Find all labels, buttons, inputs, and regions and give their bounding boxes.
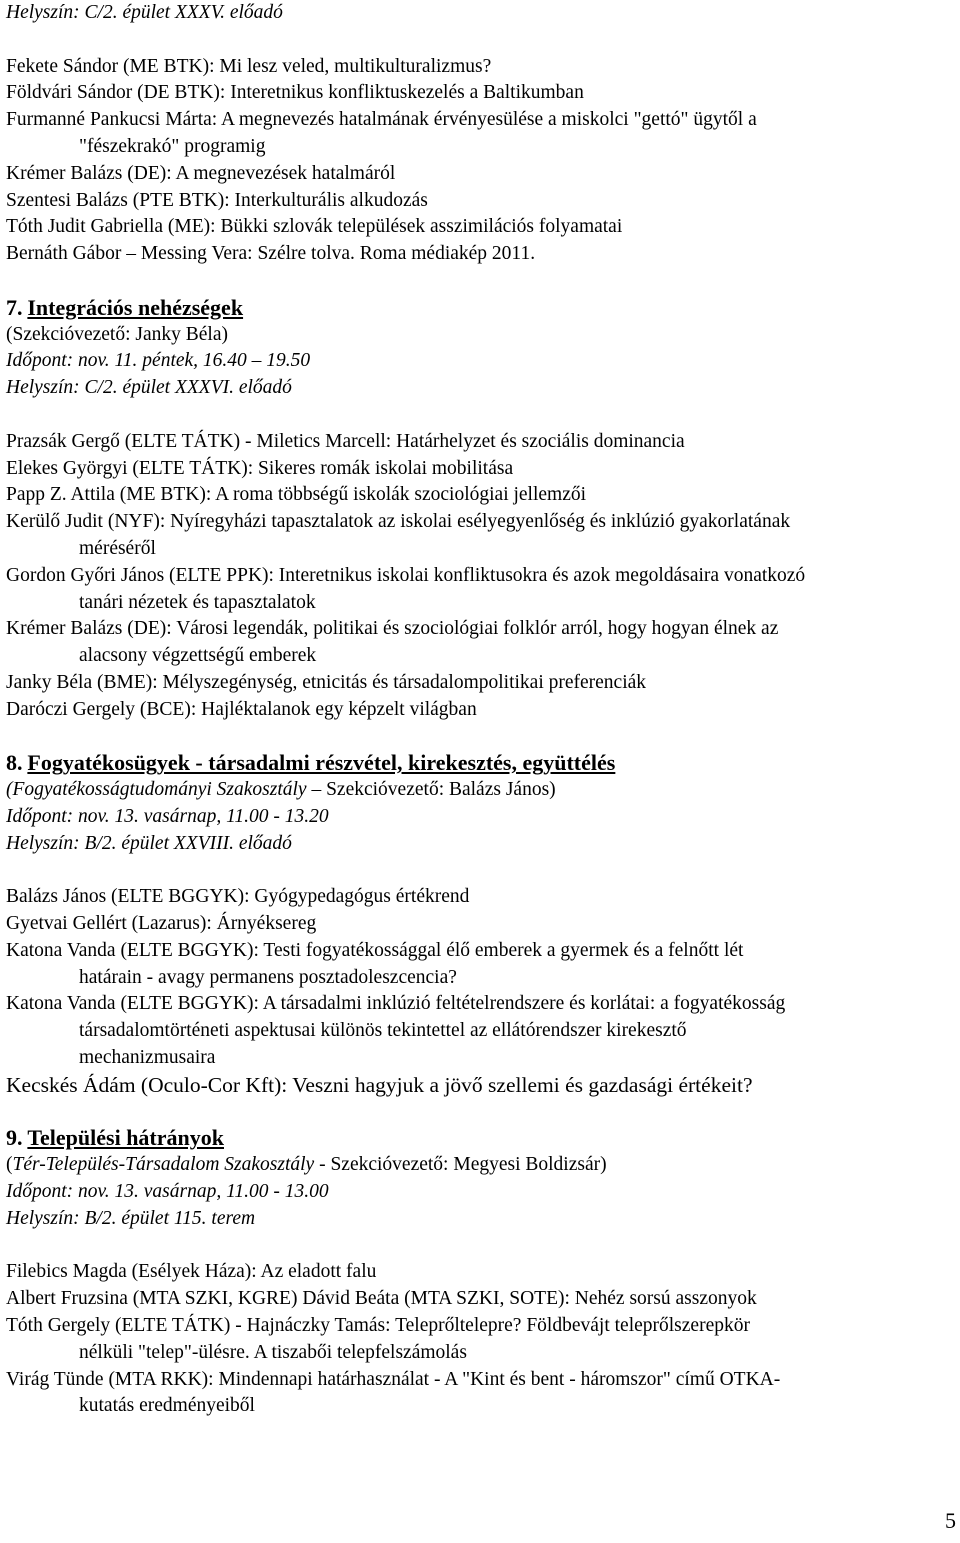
talk-item: Krémer Balázs (DE): A megnevezések hatalmáról <box>6 162 396 184</box>
section-chair: (Tér-Település-Társadalom Szakosztály - Szekcióvezető: Megyesi Boldizsár) <box>6 1154 607 1176</box>
section-location: Helyszín: B/2. épület 115. terem <box>6 1207 256 1229</box>
talk-item: Földvári Sándor (DE BTK): Interetnikus konfliktuskezelés a Baltikumban <box>6 82 584 104</box>
section-number: 9. <box>6 1125 23 1151</box>
section-title: Települési hátrányok <box>27 1125 224 1151</box>
talk-item: Virág Tünde (MTA RKK): Mindennapi határhasználat - A "Kint és bent - háromszor" című OTKA- <box>6 1368 781 1390</box>
talk-item: Gyetvai Gellért (Lazarus): Árnyéksereg <box>6 913 317 935</box>
talk-item: Papp Z. Attila (ME BTK): A roma többségű iskolák szociológiai jellemzői <box>6 484 587 506</box>
section-chair: (Szekcióvezető: Janky Béla) <box>6 323 228 345</box>
section-time: Időpont: nov. 13. vasárnap, 11.00 - 13.20 <box>6 805 329 827</box>
section-time: Időpont: nov. 11. péntek, 16.40 – 19.50 <box>6 350 311 372</box>
talk-item-continuation: társadalomtörténeti aspektusai különös tekintettel az ellátórendszer kirekesztő <box>79 1020 687 1042</box>
talk-item-continuation: mechanizmusaira <box>79 1047 216 1069</box>
talk-item: Kerülő Judit (NYF): Nyíregyházi tapasztalatok az iskolai esélyegyenlőség és inklúzió gyakorlatának <box>6 511 791 533</box>
section-location: Helyszín: C/2. épület XXXVI. előadó <box>6 377 292 399</box>
section-location: Helyszín: B/2. épület XXVIII. előadó <box>6 832 292 854</box>
talk-item-continuation: alacsony végzettségű emberek <box>79 645 317 667</box>
talk-item: Katona Vanda (ELTE BGGYK): Testi fogyatékossággal élő emberek a gyermek és a felnőtt lét <box>6 939 744 961</box>
talk-item-continuation: méréséről <box>79 537 156 559</box>
talk-item: Balázs János (ELTE BGGYK): Gyógypedagógus értékrend <box>6 886 470 908</box>
talk-item-continuation: tanári nézetek és tapasztalatok <box>79 591 316 613</box>
talk-item: Albert Fruzsina (MTA SZKI, KGRE) Dávid Beáta (MTA SZKI, SOTE): Nehéz sorsú asszonyok <box>6 1288 757 1310</box>
section-time: Időpont: nov. 13. vasárnap, 11.00 - 13.00 <box>6 1181 329 1203</box>
section-chair: (Fogyatékosságtudományi Szakosztály – Szekcióvezető: Balázs János) <box>6 779 556 801</box>
section-location: Helyszín: C/2. épület XXXV. előadó <box>6 2 283 23</box>
talk-item: Bernáth Gábor – Messing Vera: Szélre tolva. Roma médiakép 2011. <box>6 243 536 265</box>
section-number: 7. <box>6 294 23 320</box>
talk-item: Szentesi Balázs (PTE BTK): Interkulturális alkudozás <box>6 189 428 211</box>
talk-item-continuation: nélküli "telep"-ülésre. A tiszabői telepfelszámolás <box>79 1341 467 1363</box>
talk-item: Tóth Judit Gabriella (ME): Bükki szlovák települések asszimilációs folyamatai <box>6 216 623 238</box>
talk-item: Krémer Balázs (DE): Városi legendák, politikai és szociológiai folklór arról, hogy hogyan élnek az <box>6 618 779 640</box>
talk-item-continuation: határain - avagy permanens posztadoleszcencia? <box>79 966 457 988</box>
talk-item: Filebics Magda (Esélyek Háza): Az eladott falu <box>6 1261 377 1283</box>
section-heading <box>6 1125 956 1152</box>
talk-item: Gordon Győri János (ELTE PPK): Interetnikus iskolai konfliktusokra és azok megoldásaira vonatkozó <box>6 564 806 586</box>
talk-item: Katona Vanda (ELTE BGGYK): A társadalmi inklúzió feltételrendszere és korlátai: a fogyatékosság <box>6 993 786 1015</box>
talk-item: Elekes Györgyi (ELTE TÁTK): Sikeres romák iskolai mobilitása <box>6 457 514 479</box>
talk-item: Prazsák Gergő (ELTE TÁTK) - Miletics Marcell: Határhelyzet és szociális dominancia <box>6 430 685 452</box>
document-page <box>6 0 956 1420</box>
section-heading <box>6 295 956 322</box>
talk-item: Furmanné Pankucsi Márta: A megnevezés hatalmának érvényesülése a miskolci "gettó" ügytől a <box>6 109 757 131</box>
page-number: 5 <box>945 1508 956 1533</box>
section-title: Fogyatékosügyek - társadalmi részvétel, kirekesztés, együttélés <box>27 750 616 776</box>
talk-item-continuation: kutatás eredményeiből <box>79 1395 255 1417</box>
talk-item: Fekete Sándor (ME BTK): Mi lesz veled, multikulturalizmus? <box>6 55 492 77</box>
section-number: 8. <box>6 750 23 776</box>
talk-item: Janky Béla (BME): Mélyszegénység, etnicitás és társadalompolitikai preferenciák <box>6 671 647 693</box>
talk-item-continuation: "fészekrakó" programig <box>79 135 266 157</box>
talk-item: Daróczi Gergely (BCE): Hajléktalanok egy képzelt világban <box>6 698 477 720</box>
section-heading <box>6 750 956 777</box>
talk-item: Kecskés Ádám (Oculo-Cor Kft): Veszni hagyjuk a jövő szellemi és gazdasági értékeit? <box>6 1072 753 1097</box>
talk-item: Tóth Gergely (ELTE TÁTK) - Hajnáczky Tamás: Teleprőltelepre? Földbevájt teleprőlszerepkör <box>6 1315 750 1337</box>
section-title: Integrációs nehézségek <box>27 294 244 320</box>
